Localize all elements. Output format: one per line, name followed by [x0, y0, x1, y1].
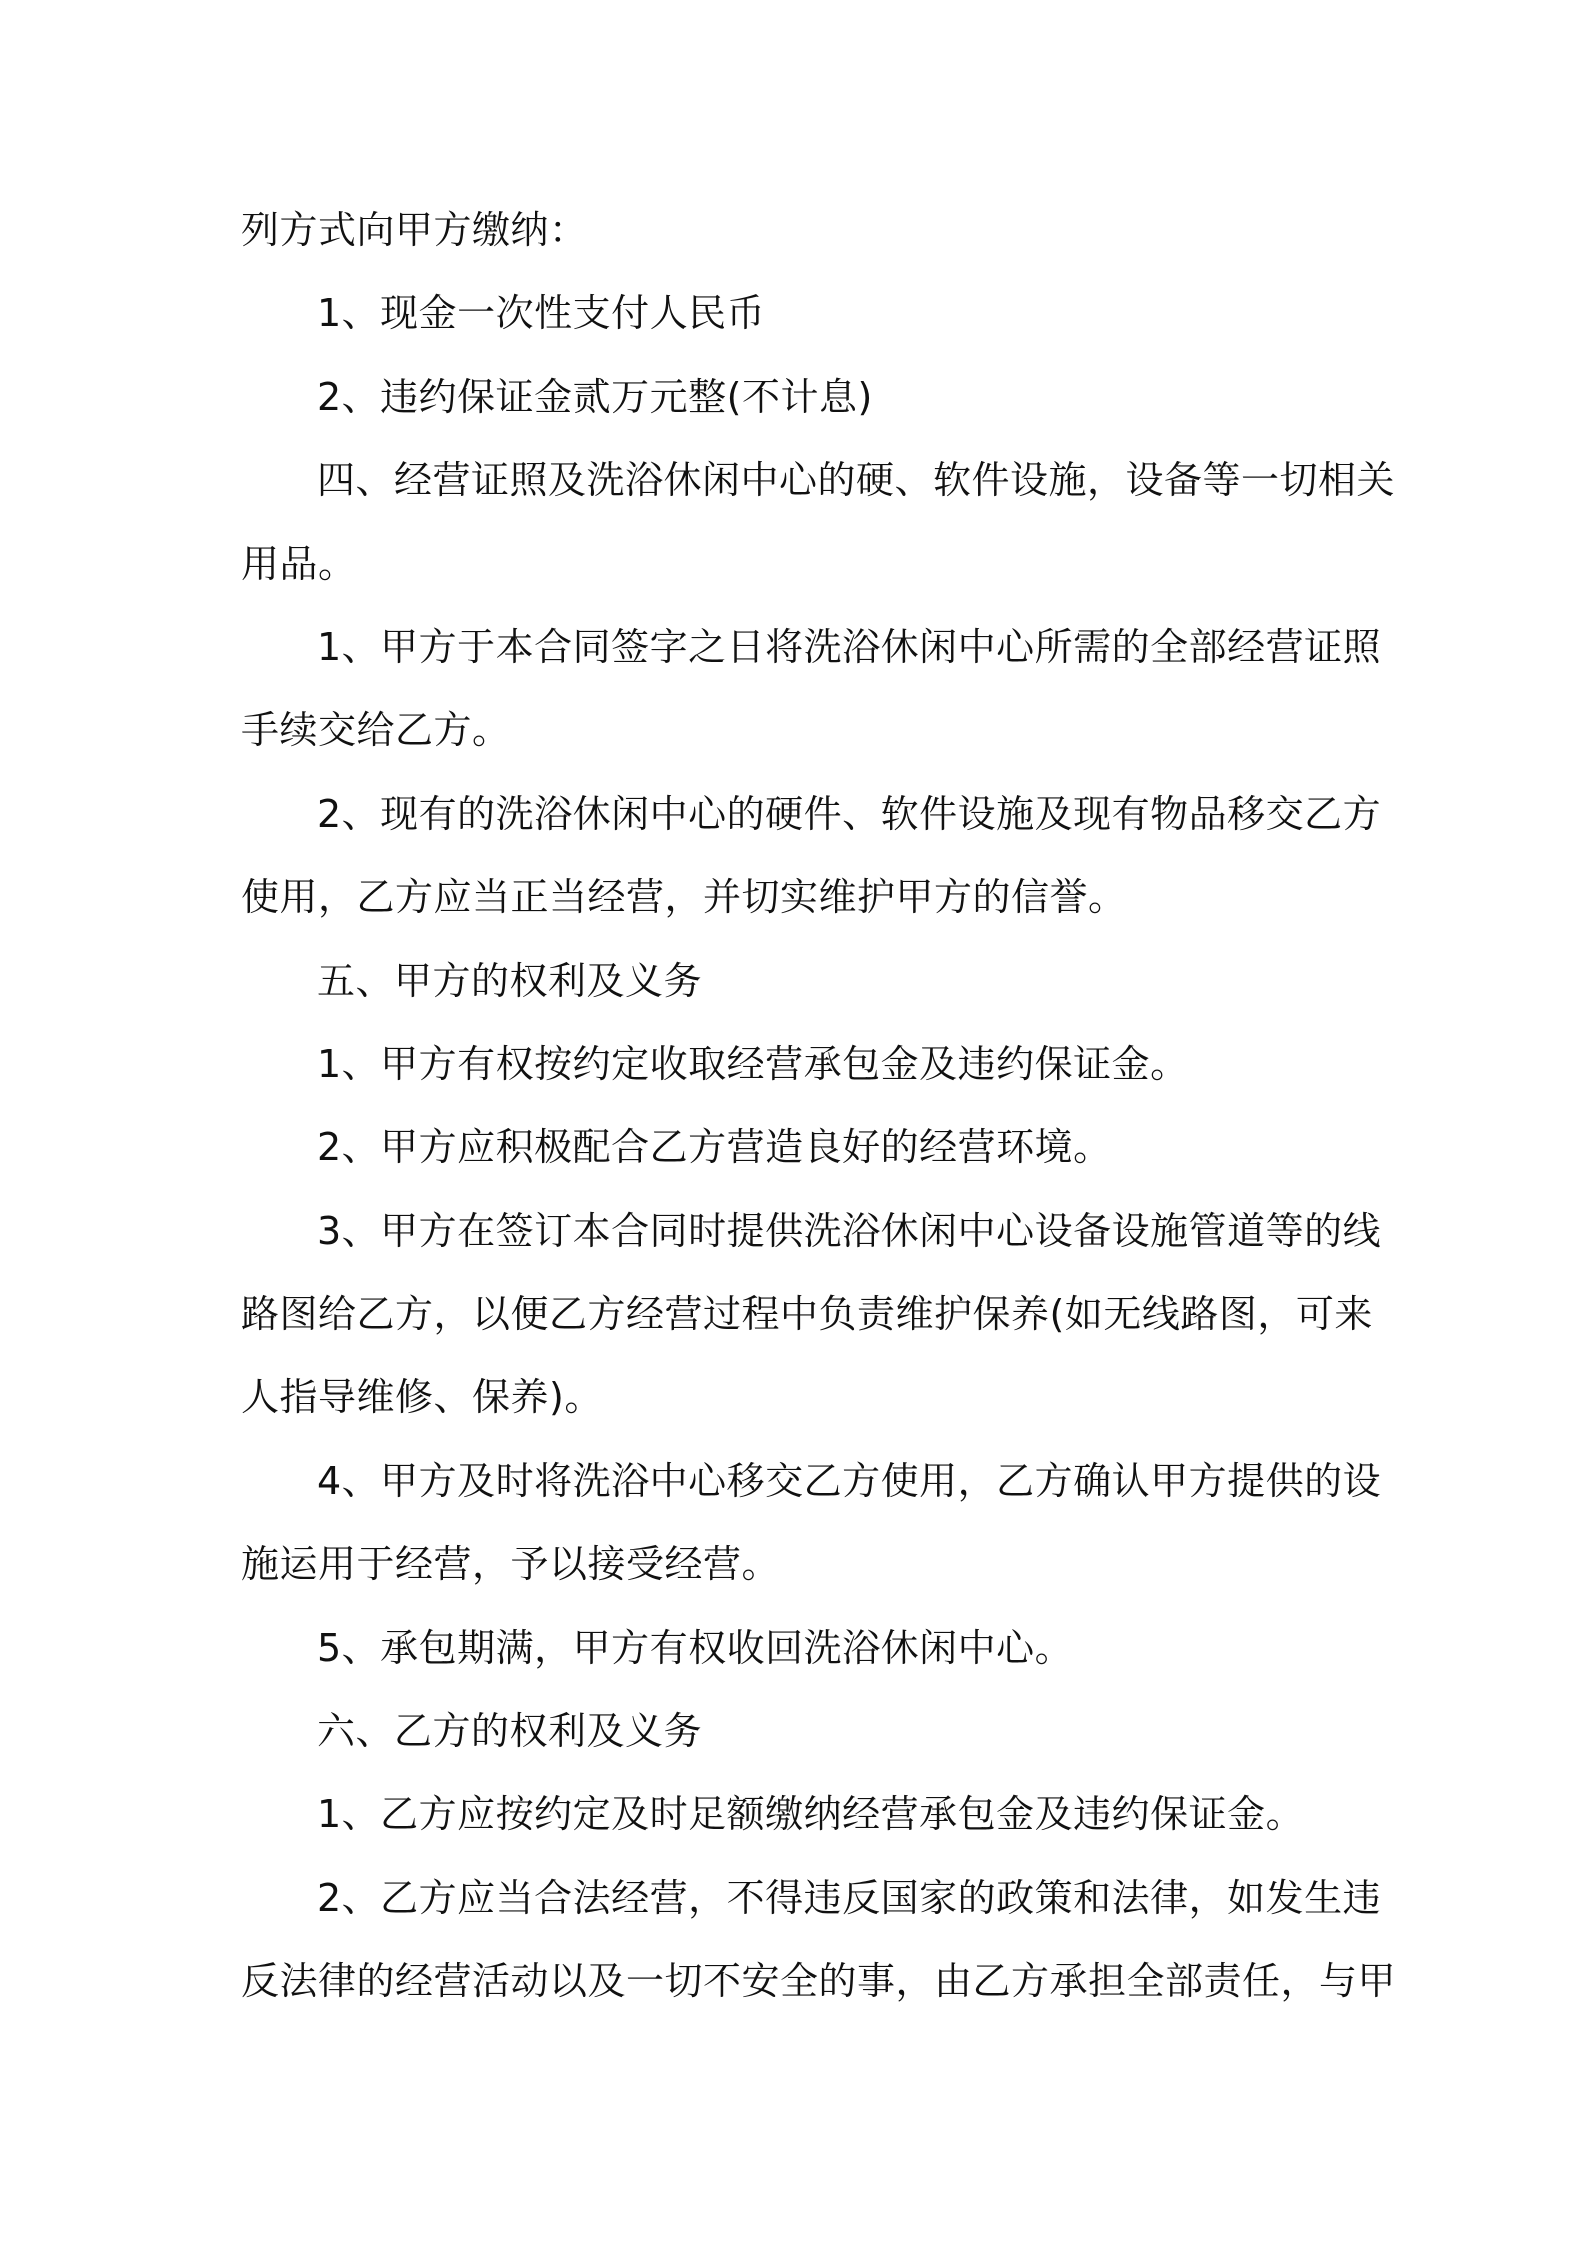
- text-line: 3、甲方在签订本合同时提供洗浴休闲中心设备设施管道等的线: [317, 1208, 1382, 1253]
- text-line: 反法律的经营活动以及一切不安全的事，由乙方承担全部责任，与甲: [241, 1959, 1397, 2004]
- text-line: 使用，乙方应当正当经营，并切实维护甲方的信誉。: [241, 875, 1127, 920]
- text-line: 列方式向甲方缴纳：: [241, 208, 588, 252]
- text-line: 人指导维修、保养)。: [241, 1375, 603, 1420]
- text-line: 2、违约保证金贰万元整(不计息): [317, 374, 873, 419]
- text-line: 4、甲方及时将洗浴中心移交乙方使用，乙方确认甲方提供的设: [317, 1458, 1382, 1503]
- text-line: 1、甲方于本合同签字之日将洗浴休闲中心所需的全部经营证照: [317, 624, 1382, 669]
- text-line: 1、乙方应按约定及时足额缴纳经营承包金及违约保证金。: [317, 1792, 1305, 1837]
- text-line: 用品。: [241, 541, 357, 586]
- text-line: 1、现金一次性支付人民币: [317, 291, 766, 336]
- text-line: 2、乙方应当合法经营，不得违反国家的政策和法律，如发生违: [317, 1875, 1382, 1920]
- section-heading: 四、经营证照及洗浴休闲中心的硬、软件设施，设备等一切相关: [317, 458, 1396, 503]
- section-heading: 六、乙方的权利及义务: [317, 1709, 703, 1754]
- text-line: 5、承包期满，甲方有权收回洗浴休闲中心。: [317, 1625, 1074, 1670]
- text-line: 2、现有的洗浴休闲中心的硬件、软件设施及现有物品移交乙方: [317, 791, 1382, 836]
- document-body: [241, 200, 1397, 2035]
- text-line: 2、甲方应积极配合乙方营造良好的经营环境。: [317, 1125, 1112, 1170]
- text-line: 施运用于经营，予以接受经营。: [241, 1542, 781, 1587]
- text-line: 手续交给乙方。: [241, 708, 511, 753]
- text-line: 1、甲方有权按约定收取经营承包金及违约保证金。: [317, 1041, 1189, 1086]
- text-line: 路图给乙方，以便乙方经营过程中负责维护保养(如无线路图，可来: [241, 1292, 1373, 1337]
- section-heading: 五、甲方的权利及义务: [317, 958, 703, 1003]
